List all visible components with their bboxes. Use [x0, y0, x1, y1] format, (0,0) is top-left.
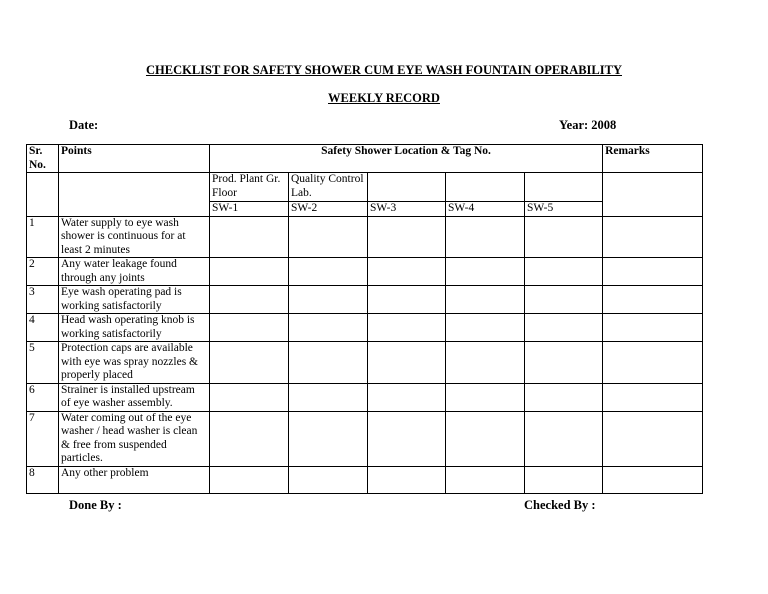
check-cell: [525, 286, 603, 314]
point-cell: Strainer is installed upstream of eye washer assembly.: [59, 383, 210, 411]
check-cell: [446, 258, 525, 286]
remarks-cell: [603, 314, 703, 342]
location-header: Safety Shower Location & Tag No.: [210, 145, 603, 173]
checked-by-label: Checked By :: [524, 498, 596, 512]
location-name-4: [446, 173, 525, 202]
check-cell: [525, 216, 603, 258]
check-cell: [525, 383, 603, 411]
check-cell: [289, 411, 368, 466]
point-cell: Protection caps are available with eye was spray nozzles & properly placed: [59, 342, 210, 384]
location-name-2: Quality Control Lab.: [289, 173, 368, 202]
tag-cell-5: SW-5: [525, 202, 603, 217]
sr-no-cell: 4: [27, 314, 59, 342]
tag-cell-2: SW-2: [289, 202, 368, 217]
check-cell: [525, 314, 603, 342]
check-cell: [446, 286, 525, 314]
check-cell: [210, 216, 289, 258]
tag-cell-4: SW-4: [446, 202, 525, 217]
check-cell: [368, 411, 446, 466]
remarks-cell: [603, 216, 703, 258]
check-cell: [446, 411, 525, 466]
check-cell: [210, 466, 289, 493]
check-cell: [368, 466, 446, 493]
check-cell: [446, 383, 525, 411]
sr-no-cell: 1: [27, 216, 59, 258]
location-name-row: [27, 173, 703, 202]
sr-no-cell: 5: [27, 342, 59, 384]
table-row: [27, 314, 703, 342]
check-cell: [525, 258, 603, 286]
sr-no-cell: 7: [27, 411, 59, 466]
check-cell: [210, 383, 289, 411]
sr-no-cell: 3: [27, 286, 59, 314]
sr-no-header: Sr. No.: [27, 145, 59, 173]
empty-cell: [59, 173, 210, 217]
check-cell: [368, 258, 446, 286]
check-cell: [210, 314, 289, 342]
check-cell: [289, 342, 368, 384]
point-cell: Water supply to eye wash shower is continuous for at least 2 minutes: [59, 216, 210, 258]
table-row: [27, 411, 703, 466]
done-by-label: Done By :: [69, 498, 122, 512]
page-subtitle: WEEKLY RECORD: [328, 91, 440, 105]
remarks-cell: [603, 383, 703, 411]
remarks-cell: [603, 411, 703, 466]
table-row: [27, 216, 703, 258]
check-cell: [368, 216, 446, 258]
check-cell: [446, 466, 525, 493]
remarks-cell: [603, 258, 703, 286]
check-cell: [210, 286, 289, 314]
point-cell: Head wash operating knob is working satisfactorily: [59, 314, 210, 342]
point-cell: Any water leakage found through any joints: [59, 258, 210, 286]
check-cell: [289, 216, 368, 258]
sr-no-cell: 6: [27, 383, 59, 411]
check-cell: [446, 216, 525, 258]
location-name-3: [368, 173, 446, 202]
point-cell: Any other problem: [59, 466, 210, 493]
empty-cell: [603, 173, 703, 217]
check-cell: [368, 314, 446, 342]
table-row: [27, 383, 703, 411]
check-cell: [525, 466, 603, 493]
checklist-table: [26, 144, 703, 494]
page-title: CHECKLIST FOR SAFETY SHOWER CUM EYE WASH FOUNTAIN OPERABILITY: [145, 63, 622, 77]
sr-no-cell: 8: [27, 466, 59, 493]
check-cell: [289, 383, 368, 411]
check-cell: [210, 342, 289, 384]
check-cell: [289, 314, 368, 342]
remarks-cell: [603, 342, 703, 384]
remarks-cell: [603, 286, 703, 314]
remarks-header: Remarks: [603, 145, 703, 173]
check-cell: [446, 342, 525, 384]
check-cell: [368, 342, 446, 384]
table-row: [27, 466, 703, 493]
table-row: [27, 258, 703, 286]
year-label: Year: 2008: [559, 118, 617, 132]
location-name-1: Prod. Plant Gr. Floor: [210, 173, 289, 202]
date-label: Date:: [69, 118, 99, 132]
sr-no-cell: 2: [27, 258, 59, 286]
check-cell: [210, 411, 289, 466]
location-name-5: [525, 173, 603, 202]
check-cell: [210, 258, 289, 286]
remarks-cell: [603, 466, 703, 493]
check-cell: [525, 342, 603, 384]
check-cell: [289, 286, 368, 314]
point-cell: Eye wash operating pad is working satisfactorily: [59, 286, 210, 314]
check-cell: [368, 286, 446, 314]
point-cell: Water coming out of the eye washer / head washer is clean & free from suspended particles.: [59, 411, 210, 466]
check-cell: [289, 258, 368, 286]
header-row: [27, 145, 703, 173]
check-cell: [289, 466, 368, 493]
check-cell: [368, 383, 446, 411]
tag-cell-1: SW-1: [210, 202, 289, 217]
tag-cell-3: SW-3: [368, 202, 446, 217]
check-cell: [525, 411, 603, 466]
check-cell: [446, 314, 525, 342]
table-row: [27, 342, 703, 384]
points-header: Points: [59, 145, 210, 173]
empty-cell: [27, 173, 59, 217]
table-row: [27, 286, 703, 314]
